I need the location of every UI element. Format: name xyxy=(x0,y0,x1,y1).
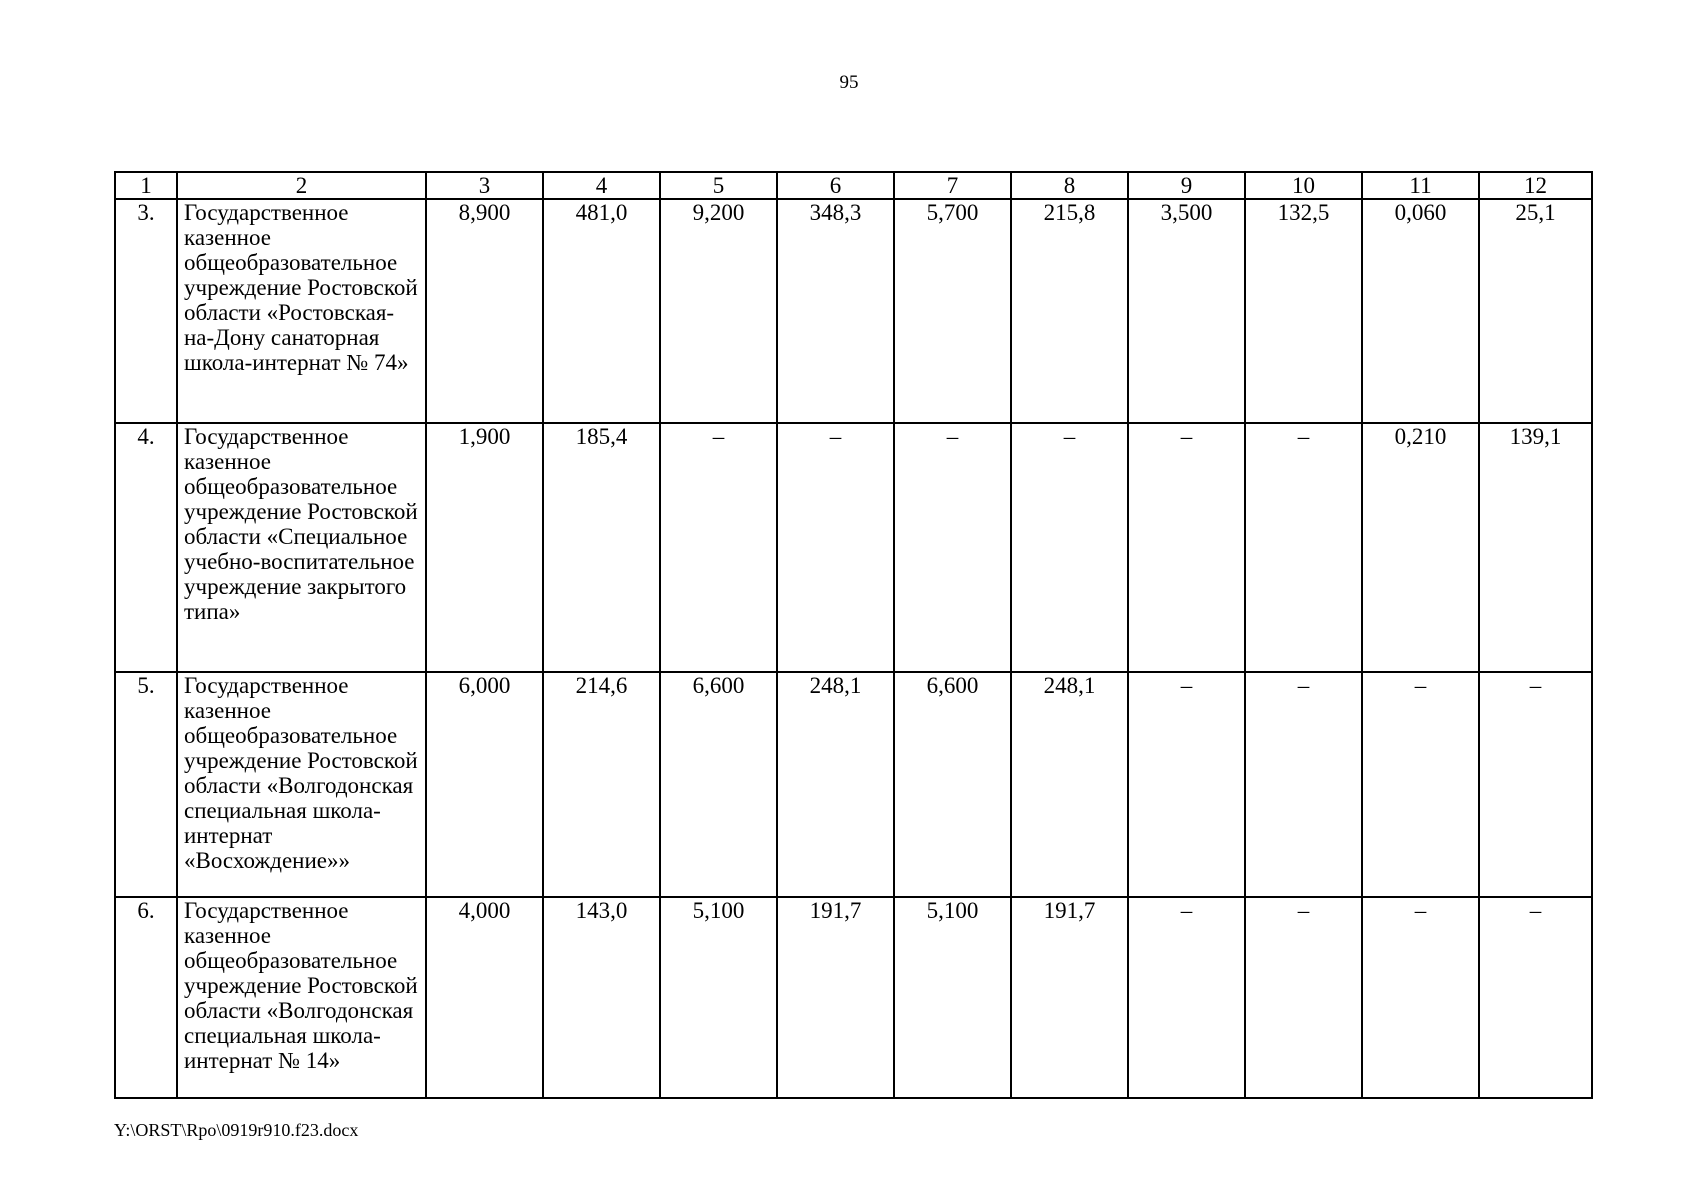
row-index: 5. xyxy=(115,672,177,897)
table-cell: 143,0 xyxy=(543,897,660,1098)
table-cell: – xyxy=(1011,423,1128,672)
table-cell: 215,8 xyxy=(1011,199,1128,423)
data-table xyxy=(114,171,1593,1099)
page-number: 95 xyxy=(839,72,859,93)
table-cell: 248,1 xyxy=(777,672,894,897)
column-header: 7 xyxy=(894,172,1011,199)
table-cell: 348,3 xyxy=(777,199,894,423)
column-header: 3 xyxy=(426,172,543,199)
table-cell: 248,1 xyxy=(1011,672,1128,897)
row-index: 4. xyxy=(115,423,177,672)
column-header: 9 xyxy=(1128,172,1245,199)
table-cell: 1,900 xyxy=(426,423,543,672)
table-cell: 191,7 xyxy=(1011,897,1128,1098)
table-cell: – xyxy=(1245,423,1362,672)
table-cell: – xyxy=(894,423,1011,672)
institution-name: Государственное казенное общеобразовательное учреждение Ростовской области «Ростовская-на-Дону санаторная школа-интернат № 74» xyxy=(177,199,426,423)
table-cell: 139,1 xyxy=(1479,423,1592,672)
column-header: 12 xyxy=(1479,172,1592,199)
table-cell: 214,6 xyxy=(543,672,660,897)
row-index: 6. xyxy=(115,897,177,1098)
table-cell: – xyxy=(1128,897,1245,1098)
table-cell: 5,100 xyxy=(660,897,777,1098)
table-row xyxy=(115,423,1592,672)
table-row xyxy=(115,199,1592,423)
table-cell: 9,200 xyxy=(660,199,777,423)
table-cell: – xyxy=(777,423,894,672)
table-cell: 132,5 xyxy=(1245,199,1362,423)
table-cell: 0,210 xyxy=(1362,423,1479,672)
institution-name: Государственное казенное общеобразовательное учреждение Ростовской области «Специальное учебно-воспитательное учреждение закрытого типа» xyxy=(177,423,426,672)
table-header-row xyxy=(115,172,1592,199)
table-cell: 191,7 xyxy=(777,897,894,1098)
column-header: 2 xyxy=(177,172,426,199)
table-row xyxy=(115,897,1592,1098)
table-cell: 5,700 xyxy=(894,199,1011,423)
table-cell: – xyxy=(1479,672,1592,897)
column-header: 5 xyxy=(660,172,777,199)
table-cell: – xyxy=(1245,672,1362,897)
table-cell: 5,100 xyxy=(894,897,1011,1098)
table-row xyxy=(115,672,1592,897)
table-cell: – xyxy=(1362,672,1479,897)
column-header: 4 xyxy=(543,172,660,199)
column-header: 11 xyxy=(1362,172,1479,199)
table-cell: 6,000 xyxy=(426,672,543,897)
table-cell: 185,4 xyxy=(543,423,660,672)
institution-name: Государственное казенное общеобразовательное учреждение Ростовской области «Волгодонская специальная школа-интернат «Восхождение»» xyxy=(177,672,426,897)
table-cell: 3,500 xyxy=(1128,199,1245,423)
table-cell: – xyxy=(1128,672,1245,897)
table-cell: 25,1 xyxy=(1479,199,1592,423)
table-cell: – xyxy=(1362,897,1479,1098)
row-index: 3. xyxy=(115,199,177,423)
table-cell: 6,600 xyxy=(894,672,1011,897)
table-cell: – xyxy=(1479,897,1592,1098)
table-cell: 481,0 xyxy=(543,199,660,423)
column-header: 10 xyxy=(1245,172,1362,199)
table-cell: – xyxy=(1128,423,1245,672)
column-header: 1 xyxy=(115,172,177,199)
table-cell: 6,600 xyxy=(660,672,777,897)
table-cell: – xyxy=(1245,897,1362,1098)
table-cell: 8,900 xyxy=(426,199,543,423)
document-file-path: Y:\ORST\Rpo\0919r910.f23.docx xyxy=(114,1120,359,1140)
table-cell: – xyxy=(660,423,777,672)
institution-name: Государственное казенное общеобразовательное учреждение Ростовской области «Волгодонская специальная школа-интернат № 14» xyxy=(177,897,426,1098)
table-cell: 0,060 xyxy=(1362,199,1479,423)
column-header: 8 xyxy=(1011,172,1128,199)
column-header: 6 xyxy=(777,172,894,199)
table-cell: 4,000 xyxy=(426,897,543,1098)
